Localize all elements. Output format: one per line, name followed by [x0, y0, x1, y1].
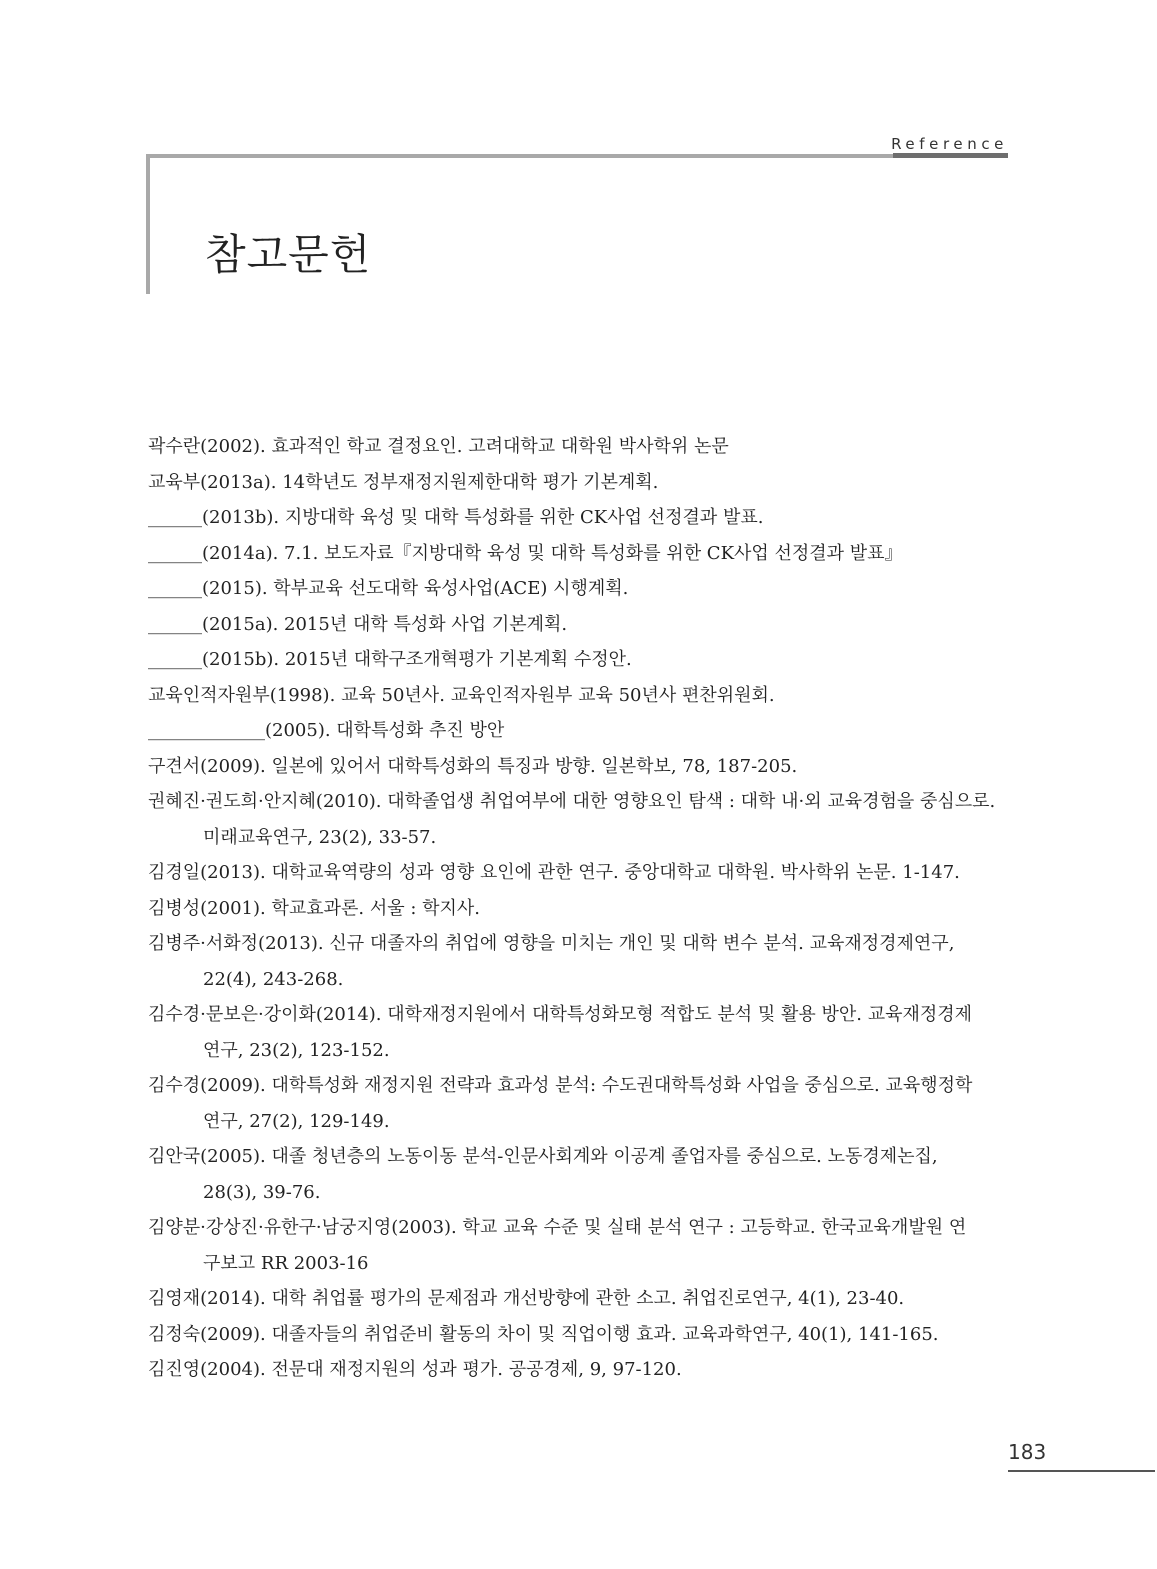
header-rule: [146, 154, 1008, 158]
reference-text-continued: 22(4), 243-268.: [203, 968, 344, 990]
reference-text: 김영재(2014). 대학 취업률 평가의 문제점과 개선방향에 관한 소고. 취업진로연구, 4(1), 23-40.: [148, 1288, 905, 1309]
reference-entry: [148, 784, 1008, 855]
reference-entry: [148, 855, 1008, 891]
reference-text: 교육부(2013a). 14학년도 정부재정지원제한대학 평가 기본계획.: [148, 471, 659, 493]
reference-text: ______(2015). 학부교육 선도대학 육성사업(ACE) 시행계획.: [148, 578, 629, 599]
reference-text-continued: 연구, 27(2), 129-149.: [203, 1110, 390, 1132]
reference-entry: [148, 536, 1008, 572]
page-number: 183: [1008, 1440, 1047, 1464]
reference-text-continued: 28(3), 39-76.: [203, 1181, 321, 1203]
reference-entry: [148, 1139, 1008, 1210]
reference-text: 구견서(2009). 일본에 있어서 대학특성화의 특징과 방향. 일본학보, 78, 187-205.: [148, 755, 798, 777]
reference-entry: [148, 429, 1008, 465]
reference-entry: [148, 678, 1008, 714]
reference-text-continued: 연구, 23(2), 123-152.: [203, 1039, 390, 1061]
reference-entry: [148, 997, 1008, 1068]
reference-entry: [148, 642, 1008, 678]
reference-text: ______(2015a). 2015년 대학 특성화 사업 기본계획.: [148, 613, 568, 635]
reference-entry: [148, 571, 1008, 607]
reference-entry: [148, 1068, 1008, 1139]
reference-text: 교육인적자원부(1998). 교육 50년사. 교육인적자원부 교육 50년사 편찬위원회.: [148, 684, 775, 706]
reference-text: 김경일(2013). 대학교육역량의 성과 영향 요인에 관한 연구. 중앙대학교 대학원. 박사학위 논문. 1-147.: [148, 862, 960, 883]
reference-text: 김병성(2001). 학교효과론. 서울 : 학지사.: [148, 897, 481, 919]
reference-entry: [148, 1281, 1008, 1317]
page-number-rule: [1008, 1470, 1155, 1472]
reference-text: 곽수란(2002). 효과적인 학교 결정요인. 고려대학교 대학원 박사학위 논문: [148, 436, 729, 457]
reference-entry: [148, 1210, 1008, 1281]
reference-text: _____________(2005). 대학특성화 추진 방안: [148, 720, 505, 741]
reference-text: 김정숙(2009). 대졸자들의 취업준비 활동의 차이 및 직업이행 효과. 교육과학연구, 40(1), 141-165.: [148, 1323, 939, 1345]
reference-entry: [148, 926, 1008, 997]
reference-entry: [148, 607, 1008, 643]
reference-entry: [148, 713, 1008, 749]
reference-text: 김병주·서화정(2013). 신규 대졸자의 취업에 영향을 미치는 개인 및 대학 변수 분석. 교육재정경제연구,: [148, 933, 955, 954]
header-rule-accent: [893, 153, 1008, 158]
reference-text: 김진영(2004). 전문대 재정지원의 성과 평가. 공공경제, 9, 97-120.: [148, 1359, 682, 1380]
page-title: 참고문헌: [205, 230, 372, 279]
reference-text: 김수경(2009). 대학특성화 재정지원 전략과 효과성 분석: 수도권대학특성화 사업을 중심으로. 교육행정학: [148, 1075, 973, 1096]
reference-entry: [148, 1317, 1008, 1353]
reference-entry: [148, 500, 1008, 536]
reference-entry: [148, 1352, 1008, 1388]
reference-entry: [148, 749, 1008, 785]
reference-list: [148, 429, 1008, 1388]
reference-text: 김안국(2005). 대졸 청년층의 노동이동 분석-인문사회계와 이공계 졸업자를 중심으로. 노동경제논집,: [148, 1146, 938, 1167]
reference-entry: [148, 891, 1008, 927]
reference-text: ______(2014a). 7.1. 보도자료『지방대학 육성 및 대학 특성화를 위한 CK사업 선정결과 발표』: [148, 542, 903, 564]
reference-text: 김수경·문보은·강이화(2014). 대학재정지원에서 대학특성화모형 적합도 분석 및 활용 방안. 교육재정경제: [148, 1004, 973, 1025]
reference-text-continued: 미래교육연구, 23(2), 33-57.: [203, 826, 437, 848]
reference-text-continued: 구보고 RR 2003-16: [203, 1252, 369, 1274]
reference-text: ______(2013b). 지방대학 육성 및 대학 특성화를 위한 CK사업 선정결과 발표.: [148, 507, 764, 528]
reference-text: 권혜진·권도희·안지혜(2010). 대학졸업생 취업여부에 대한 영향요인 탐색 : 대학 내·외 교육경험을 중심으로.: [148, 791, 996, 812]
reference-entry: [148, 465, 1008, 501]
section-label: Reference: [891, 135, 1008, 153]
reference-text: 김양분·강상진·유한구·남궁지영(2003). 학교 교육 수준 및 실태 분석 연구 : 고등학교. 한국교육개발원 연: [148, 1217, 967, 1238]
reference-text: ______(2015b). 2015년 대학구조개혁평가 기본계획 수정안.: [148, 649, 632, 670]
header-side-rule: [146, 154, 150, 294]
